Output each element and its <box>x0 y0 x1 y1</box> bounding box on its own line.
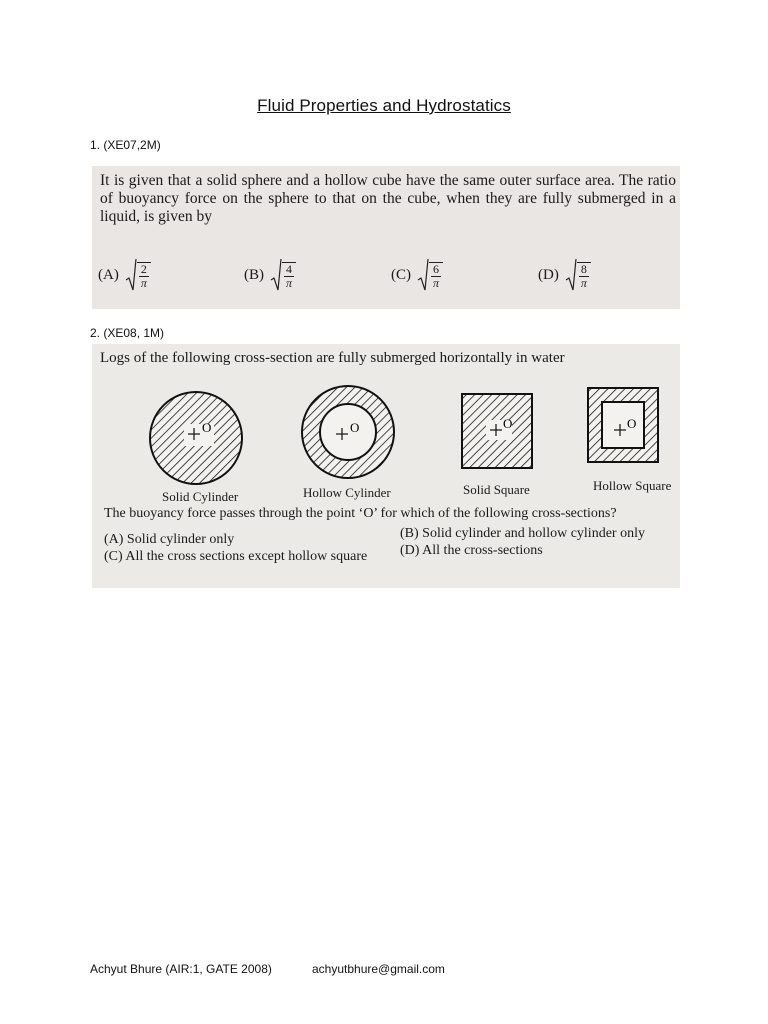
page-title: Fluid Properties and Hydrostatics <box>257 96 511 115</box>
question-1-label: 1. (XE07,2M) <box>90 138 161 152</box>
sqrt-icon: $\frac{4}{\pi}$ <box>270 258 296 292</box>
question-1-text: It is given that a solid sphere and a hollow cube have the same outer surface area. The ratio of buoyancy force on the sphere to that on the cube, when they are fully submerged in a liquid, is given by <box>100 172 676 225</box>
option-label: (C) <box>391 266 411 283</box>
question-2-option-b: (B) Solid cylinder and hollow cylinder only <box>400 526 645 541</box>
hollow-square-label: Hollow Square <box>593 478 672 493</box>
option-b <box>244 258 296 292</box>
question-2-option-c: (C) All the cross sections except hollow square <box>104 549 368 564</box>
solid-square-figure <box>462 394 532 468</box>
option-c <box>391 258 443 292</box>
option-d <box>538 258 591 292</box>
page-footer <box>90 962 445 976</box>
sqrt-icon: $\frac{2}{\pi}$ <box>125 258 151 292</box>
hollow-square-figure <box>588 388 658 462</box>
point-o-label: O <box>350 420 360 435</box>
footer-author: Achyut Bhure (AIR:1, GATE 2008) <box>90 962 272 976</box>
point-o-label: O <box>503 416 513 431</box>
question-2-text: The buoyancy force passes through the point ‘O’ for which of the following cross-sections? <box>104 506 617 521</box>
option-a <box>98 258 151 292</box>
option-label: (D) <box>538 266 559 283</box>
point-o-label: O <box>202 420 212 435</box>
hollow-cylinder-label: Hollow Cylinder <box>303 485 391 500</box>
point-o-label: O <box>627 416 637 431</box>
option-label: (B) <box>244 266 264 283</box>
question-2-label: 2. (XE08, 1M) <box>90 326 165 340</box>
solid-square-label: Solid Square <box>463 482 530 497</box>
solid-cylinder-label: Solid Cylinder <box>162 489 239 504</box>
footer-email: achyutbhure@gmail.com <box>312 962 445 976</box>
question-1-scan <box>92 166 680 309</box>
sqrt-icon: $\frac{8}{\pi}$ <box>565 258 591 292</box>
option-label: (A) <box>98 266 119 283</box>
question-2-option-a: (A) Solid cylinder only <box>104 532 235 547</box>
question-2-option-d: (D) All the cross-sections <box>400 543 543 558</box>
question-2-heading: Logs of the following cross-section are fully submerged horizontally in water <box>100 350 565 366</box>
question-2-scan <box>92 344 680 588</box>
hollow-cylinder-figure <box>302 386 394 478</box>
solid-cylinder-figure <box>150 392 242 484</box>
sqrt-icon: $\frac{6}{\pi}$ <box>417 258 443 292</box>
